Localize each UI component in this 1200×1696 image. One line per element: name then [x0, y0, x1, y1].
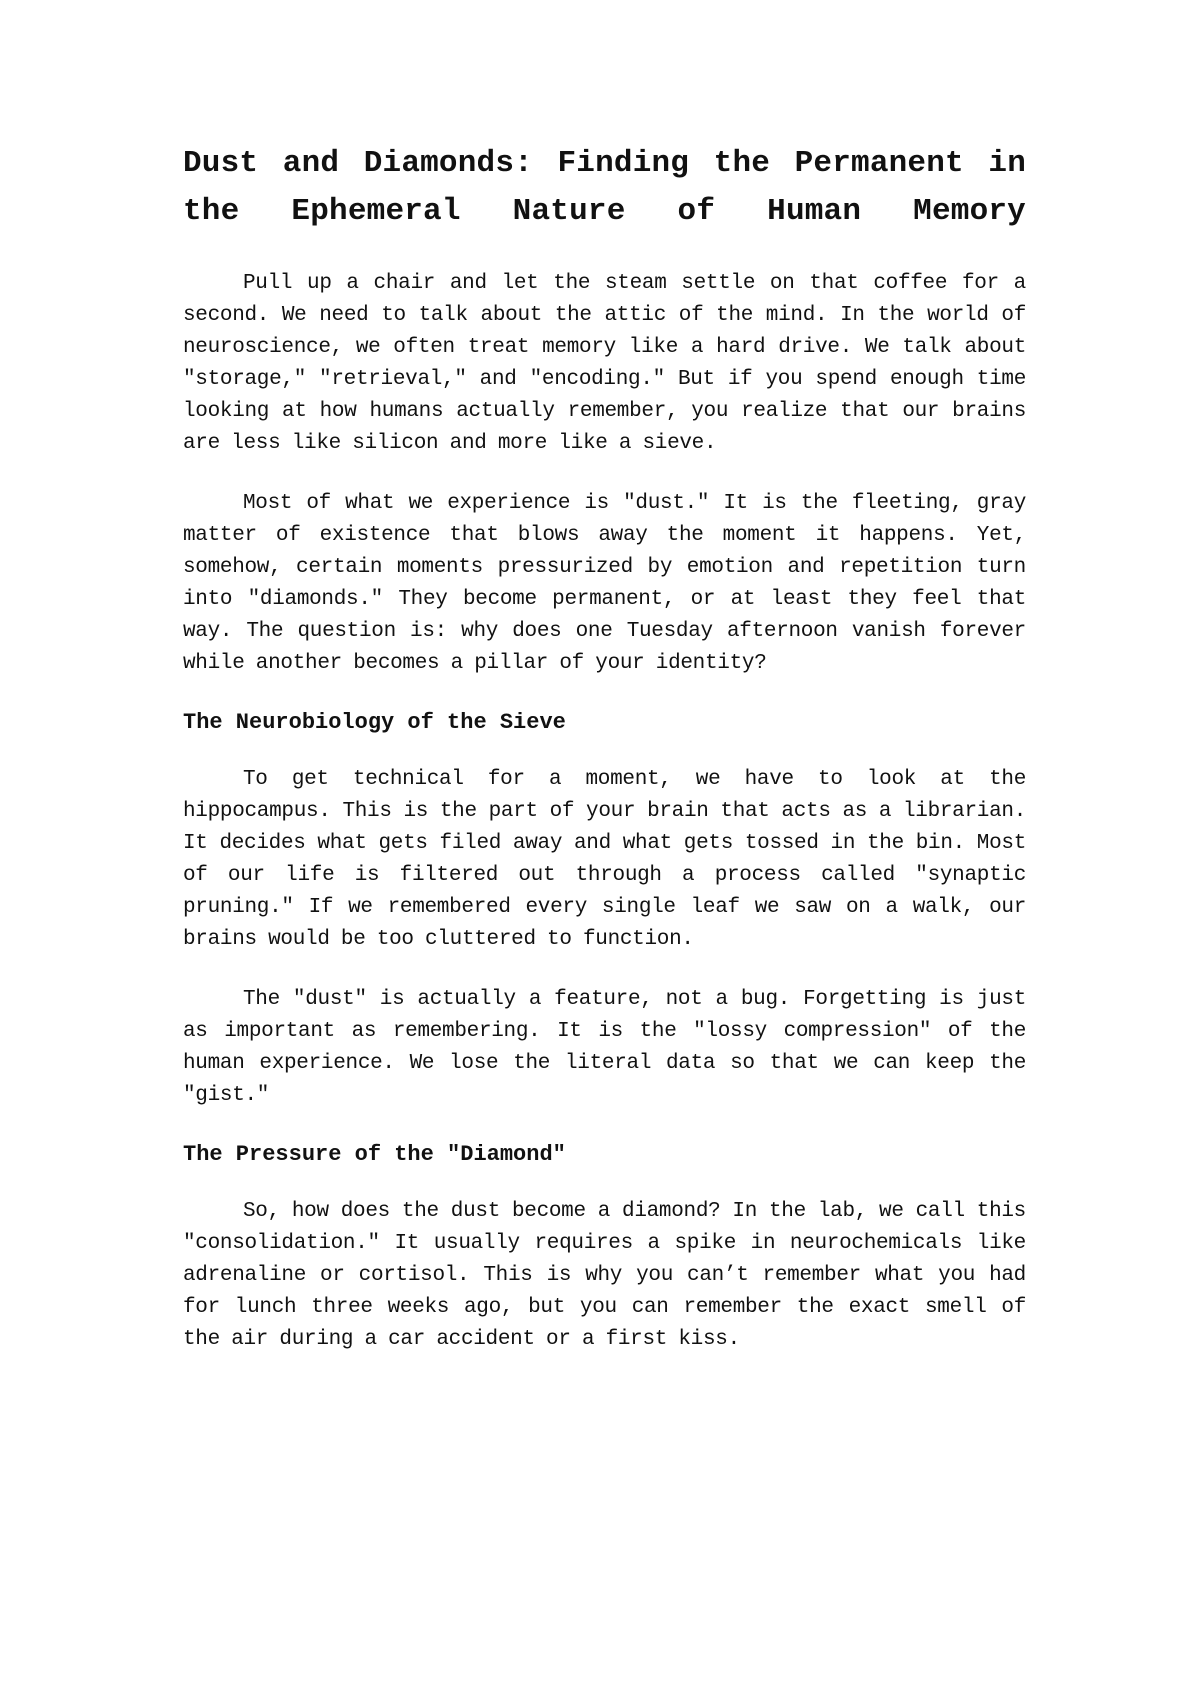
document-title: Dust and Diamonds: Finding the Permanent in the Ephemeral Nature of Human Memory [183, 146, 1026, 229]
section-1-paragraph-1: To get technical for a moment, we have to look at the hippocampus. This is the part of your brain that acts as a librarian. It decides what gets filed away and what gets tossed in the bin. Most of our life is filtered out through a process called "synaptic pruning." If we remembered every single leaf we saw on a walk, our brains would be too cluttered to function. [183, 768, 1026, 951]
section-heading-neurobiology: The Neurobiology of the Sieve [183, 710, 566, 735]
intro-paragraph-2: Most of what we experience is "dust." It is the fleeting, gray matter of existence that blows away the moment it happens. Yet, somehow, certain moments pressurized by emotion and repetition turn into "diamonds." They become permanent, or at least they feel that way. The question is: why does one Tuesday afternoon vanish forever while another becomes a pillar of your identity? [183, 492, 1026, 675]
document-page [183, 140, 1026, 1384]
section-heading-diamond: The Pressure of the "Diamond" [183, 1142, 566, 1167]
intro-paragraph-1: Pull up a chair and let the steam settle on that coffee for a second. We need to talk about the attic of the mind. In the world of neuroscience, we often treat memory like a hard drive. We talk about "storage," "retrieval," and "encoding." But if you spend enough time looking at how humans actually remember, you realize that our brains are less like silicon and more like a sieve. [183, 272, 1026, 455]
section-2-paragraph-1: So, how does the dust become a diamond? In the lab, we call this "consolidation." It usually requires a spike in neurochemicals like adrenaline or cortisol. This is why you can’t remember what you had for lunch three weeks ago, but you can remember the exact smell of the air during a car accident or a first kiss. [183, 1200, 1026, 1351]
section-1-paragraph-2: The "dust" is actually a feature, not a bug. Forgetting is just as important as remembering. It is the "lossy compression" of the human experience. We lose the literal data so that we can keep the "gist." [183, 988, 1026, 1107]
